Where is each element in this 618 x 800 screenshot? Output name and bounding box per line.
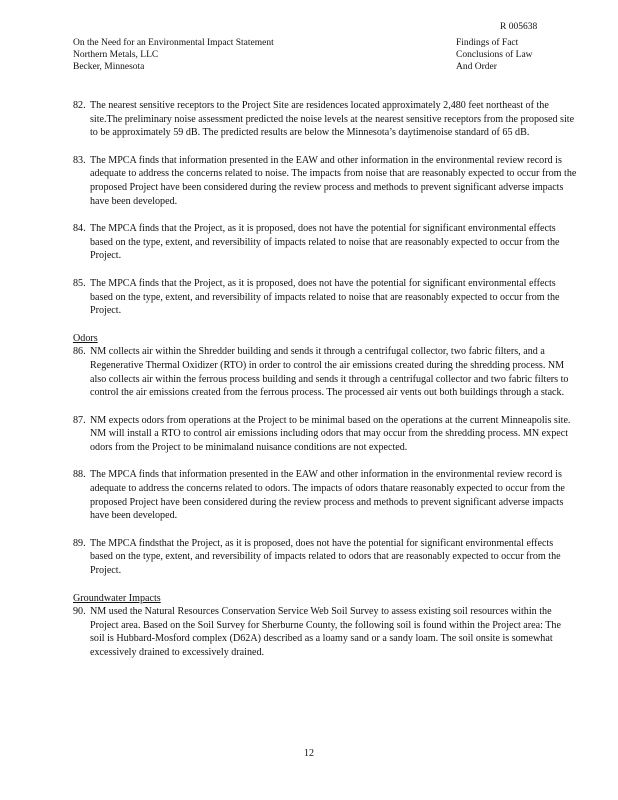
header-left [73,37,274,73]
paragraph-number: 82. [73,100,86,111]
paragraph [73,345,578,399]
paragraph-text: The MPCA finds that the Project, as it is proposed, does not have the potential for significant environmental effects based on the type, extent, and reversibility of impacts related to noise that are reasonably expected to occur from the Project. [90,223,560,262]
paragraph-text: The MPCA finds that the Project, as it is proposed, does not have the potential for significant environmental effects based on the type, extent, and reversibility of impacts related to noise that are reasonably expected to occur from the Project. [90,277,560,317]
section-heading-odors: Odors [73,332,98,344]
section-heading-groundwater: Groundwater Impacts [73,592,161,604]
paragraph-text: The MPCA finds that information presented in the EAW and other information in the environmental review record is adequate to address the concerns related to noise. The impacts from noise that are reasonably expected to occur from the proposed Project have been considered during the review process and methods to prevent significant adverse impacts have been developed. [90,154,577,207]
paragraph-text: NM collects air within the Shredder building and sends it through a centrifugal collector, two fabric filters, and a Regenerative Thermal Oxidizer (RTO) in order to control the air emissions created during the shredding process. NM also collects air within the ferrous process building and sends it through a centrifugal collector and two fabric filters to control the air emissions created from the ferrous process. The processed air vents out both buildings through a stack. [90,346,569,399]
header-order: And Order [456,62,497,72]
page-number: 12 [304,748,314,759]
paragraph-number: 90. [73,606,86,618]
paragraph-text: The nearest sensitive receptors to the Project Site are residences located approximately 2,480 feet northeast of the site.The preliminary noise assessment predicted the noise levels at the nearest sensitive receptors from the proposed site to be approximately 59 dB. The predicted results are below the Minnesota’s daytimenoise standard of 65 dB. [90,100,575,139]
paragraph-number: 87. [73,414,86,426]
paragraph-number: 85. [73,277,86,289]
paragraph [73,99,578,140]
paragraph [73,537,578,578]
document-body [73,99,578,660]
paragraph-text: NM used the Natural Resources Conservation Service Web Soil Survey to assess existing soil resources within the Project area. Based on the Soil Survey for Sherburne County, the following soil is found within the Project area: The soil is Hubbard-Mosford complex (D62A) described as a loamy sand or a sandy loam. The soil onsite is somewhat excessively drained to excessively drained. [90,606,561,658]
header-findings: Findings of Fact [456,38,519,48]
paragraph [73,154,578,208]
paragraph-text: NM expects odors from operations at the Project to be minimal based on the operations at the current Minneapolis site. NM will install a RTO to control air emissions including odors that may occur from the shredding process. MN expect odors from the Project to be minimaland nuisance conditions are not expected. [90,414,571,453]
paragraph [73,468,578,522]
paragraph-number: 88. [73,469,86,481]
paragraph-number: 86. [73,346,86,358]
document-id: R 005638 [500,22,538,32]
paragraph [73,414,578,455]
paragraph-number: 83. [73,154,86,166]
header-title: On the Need for an Environmental Impact Statement [73,38,274,48]
paragraph-text: The MPCA findsthat the Project, as it is proposed, does not have the potential for significant environmental effects based on the type, extent, and reversibility of impacts related to odors that are reasonably expected to occur from the Project. [90,537,561,577]
paragraph-number: 84. [73,223,86,235]
header-right [456,37,533,73]
paragraph [73,222,578,263]
header-conclusions: Conclusions of Law [456,50,533,60]
paragraph [73,277,578,318]
paragraph-number: 89. [73,537,86,549]
header-company: Northern Metals, LLC [73,50,159,60]
paragraph-text: The MPCA finds that information presented in the EAW and other information in the environmental review record is adequate to address the concerns related to odors. The impacts of odors thatare reasonably expected to occur from the proposed Project have been considered during the review process and methods to prevent significant adverse impacts have been developed. [90,469,565,522]
paragraph [73,605,578,659]
header-location: Becker, Minnesota [73,62,145,72]
